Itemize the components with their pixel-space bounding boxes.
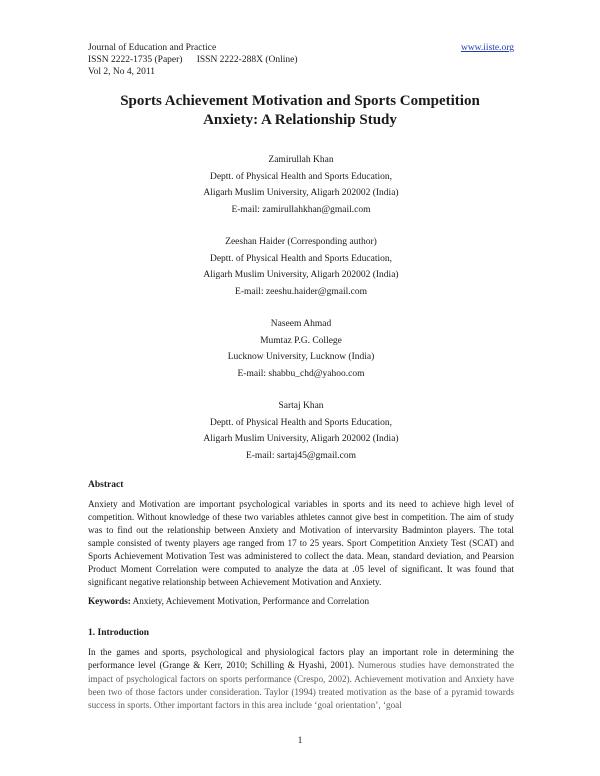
journal-name: Journal of Education and Practice xyxy=(88,43,217,53)
author-address: Aligarh Muslim University, Aligarh 202002 (India) xyxy=(203,188,399,198)
author-affiliation: Deptt. of Physical Health and Sports Education, xyxy=(209,253,393,264)
paper-title xyxy=(70,92,530,130)
author-email: E-mail: zamirullahkhan@gmail.com xyxy=(231,204,371,215)
author-4 xyxy=(88,398,514,464)
author-affiliation: Deptt. of Physical Health and Sports Education, xyxy=(209,171,393,182)
introduction-text xyxy=(88,646,514,712)
author-name: Sartaj Khan xyxy=(278,401,324,411)
journal-url-link[interactable]: www.iiste.org xyxy=(460,43,514,53)
keywords-label: Keywords: xyxy=(88,596,131,606)
title-line-1: Sports Achievement Motivation and Sports Competition xyxy=(120,93,480,109)
author-email: E-mail: sartaj45@gmail.com xyxy=(245,450,357,461)
author-2 xyxy=(88,234,514,300)
keywords-text: Anxiety, Achievement Motivation, Performance and Correlation xyxy=(130,596,370,606)
abstract-section xyxy=(88,479,514,589)
author-email: E-mail: shabbu_chd@yahoo.com xyxy=(237,368,365,379)
author-address: Aligarh Muslim University, Aligarh 202002 (India) xyxy=(203,434,399,444)
author-name: Naseem Ahmad xyxy=(270,319,332,329)
author-address: Aligarh Muslim University, Aligarh 202002 (India) xyxy=(203,270,399,280)
volume-line: Vol 2, No 4, 2011 xyxy=(88,67,156,77)
abstract-text: Anxiety and Motivation are important psychological variables in sports and its need to achieve high level of competition. Without knowledge of these two variables athletes cannot give best in competition. The aim of study was to find out the relationship between Anxiety and Motivation of intervarsity Badminton players. The total sample consisted of twenty players age ranged from 17 to 25 years. Sport Competition Anxiety Test (SCAT) and Sports Achievement Motivation Test was administered to collect the data. Mean, standard deviation, and Pearsion Product Moment Correlation were computed to analyze the data at .05 level of significant. It was found that significant negative relationship between Achievement Motivation and Anxiety. xyxy=(88,499,514,587)
title-line-2: Anxiety: A Relationship Study xyxy=(203,112,397,128)
introduction-text-dark: In the games and sports, psychological and physiological factors play an important role in determining the performance level (Grange & Kerr, 2010; Schilling & Hyashi, 2001). xyxy=(88,647,514,671)
author-block xyxy=(88,152,514,464)
page-number: 1 xyxy=(297,736,303,746)
introduction-section xyxy=(88,627,514,712)
issn-line: ISSN 2222-1735 (Paper) ISSN 2222-288X (Online) xyxy=(88,55,298,65)
author-name: Zamirullah Khan xyxy=(268,155,334,165)
author-1 xyxy=(88,152,514,218)
author-3 xyxy=(88,316,514,382)
abstract-heading: Abstract xyxy=(88,480,124,490)
introduction-heading: 1. Introduction xyxy=(88,628,150,638)
author-name: Zeeshan Haider (Corresponding author) xyxy=(225,237,377,247)
author-email: E-mail: zeeshu.haider@gmail.com xyxy=(235,286,367,297)
author-affiliation: Mumtaz P.G. College xyxy=(260,335,342,346)
author-address: Lucknow University, Lucknow (India) xyxy=(227,352,375,362)
introduction-text-gray: Numerous studies have demonstrated the impact of psychological factors on sports performance (Crespo, 2002). Achievement motivation and Anxiety have been two of those factors under consideration. Taylor (1994) treated motivation as the base of a pyramid towards success in sports. Other important factors in this area include ‘goal orientation’, ‘goal xyxy=(88,660,515,711)
keywords-line xyxy=(88,596,514,606)
author-affiliation: Deptt. of Physical Health and Sports Education, xyxy=(209,417,393,428)
page-header xyxy=(88,42,514,78)
